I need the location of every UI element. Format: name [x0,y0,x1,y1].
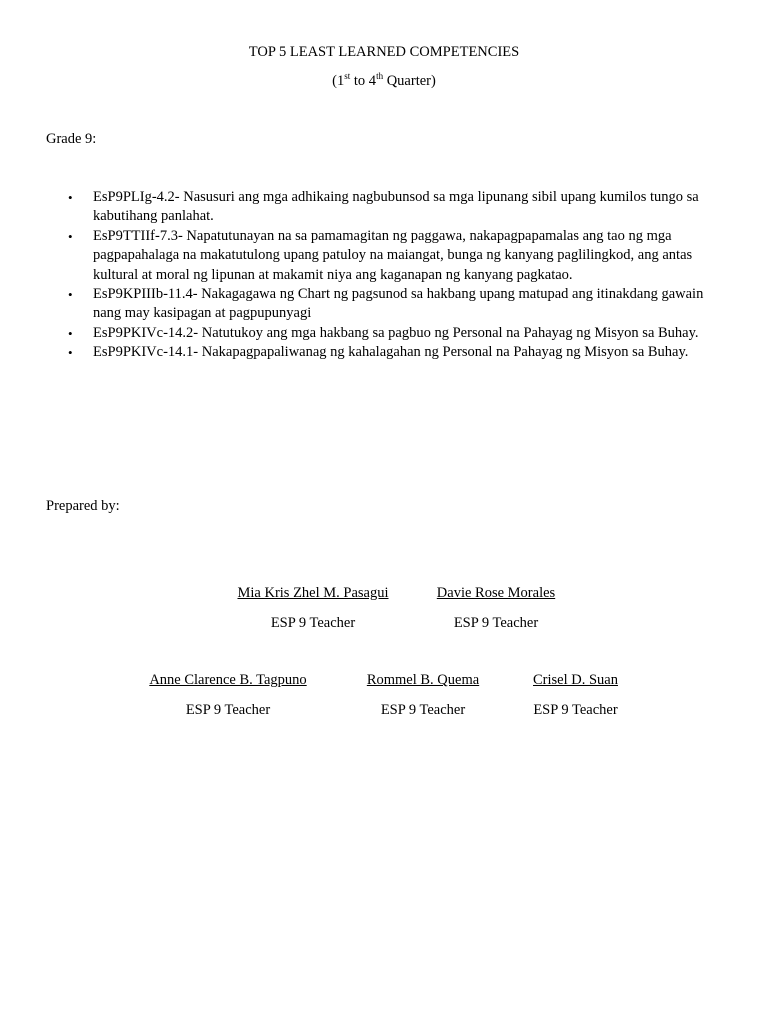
signatory-role: ESP 9 Teacher [380,702,466,718]
bullet-icon: • [68,345,73,361]
competency-text: EsP9PLIg-4.2- Nasusuri ang mga adhikaing nagbubunsod sa mga lipunang sibil upang kumilos tungo sa kabutihang panlahat. [93,189,699,225]
signatory-name: Rommel B. Quema [366,672,480,688]
competency-text: EsP9KPIIIb-11.4- Nakagagawa ng Chart ng pagsunod sa hakbang upang matupad ang itinakdang gawain nang may kasipagan at pagpupunyagi [93,286,704,322]
subtitle-mid: to 4 [350,73,377,89]
grade-label: Grade 9: [46,131,97,147]
bullet-icon: • [68,190,73,205]
signatory-name: Davie Rose Morales [436,585,556,601]
competency-item [68,285,728,324]
signatory-name: Mia Kris Zhel M. Pasagui [237,585,389,601]
competency-text: EsP9PKIVc-14.2- Natutukoy ang mga hakbang sa pagbuo ng Personal na Pahayag ng Misyon sa Buhay. [93,324,699,341]
document-title: TOP 5 LEAST LEARNED COMPETENCIES [248,44,520,60]
signatory-role: ESP 9 Teacher [453,615,539,631]
subtitle-close: Quarter) [383,73,436,89]
signatory-role: ESP 9 Teacher [533,702,618,718]
signatory-block [143,671,313,719]
competency-list [68,188,728,363]
signatory-role: ESP 9 Teacher [185,702,271,718]
prepared-by-label: Prepared by: [46,498,120,514]
subtitle-open: (1 [332,73,345,89]
signatory-block [362,671,484,719]
competency-item [68,343,728,362]
signatory-block [432,584,560,632]
signatory-block [232,584,394,632]
signatory-role: ESP 9 Teacher [270,615,356,631]
competency-item [68,188,728,227]
competency-item [68,227,728,285]
signatory-block [529,671,622,719]
subtitle-sup-first: st [344,71,351,82]
signatory-name: Anne Clarence B. Tagpuno [149,672,307,688]
competency-item [68,324,728,343]
subtitle-sup-fourth: th [376,71,384,82]
bullet-icon: • [68,228,73,244]
signatory-name: Crisel D. Suan [533,672,618,688]
bullet-icon: • [68,325,73,341]
competency-text: EsP9PKIVc-14.1- Nakapagpapaliwanag ng kahalagahan ng Personal na Pahayag ng Misyon sa Buhay. [93,344,689,361]
competency-text: EsP9TTIIf-7.3- Napatutunayan na sa pamamagitan ng paggawa, nakapagpapamalas ang tao ng mga pagpapahalaga na makatutulong upang patuloy na maiangat, bunga ng kanyang paglilingkod, ang antas kultural at moral ng lipunan at makamit niya ang kaganapan ng kanyang pagkatao. [93,227,693,283]
document-subtitle [0,72,768,90]
bullet-icon: • [68,287,73,303]
